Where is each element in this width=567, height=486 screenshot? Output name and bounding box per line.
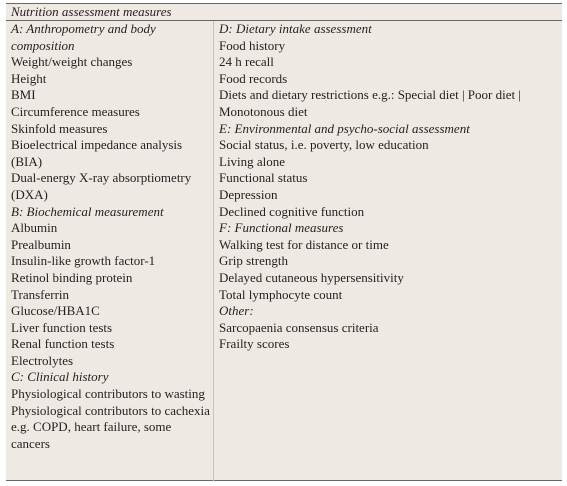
list-item: Transferrin <box>11 286 70 302</box>
list-item: Retinol binding protein <box>11 269 133 285</box>
list-item: Electrolytes <box>11 352 74 368</box>
list-item: Skinfold measures <box>11 120 108 136</box>
list-item: Frailty scores <box>219 336 290 352</box>
table-caption: Nutrition assessment measures <box>6 4 562 21</box>
list-item: Diets and dietary restrictions e.g.: Special diet | Poor diet | Monotonous diet <box>219 87 521 119</box>
section-heading-anthropometry: A: Anthropometry and body composition <box>11 21 156 53</box>
list-item: Walking test for distance or time <box>219 236 389 252</box>
list-item: Sarcopaenia consensus criteria <box>219 319 379 335</box>
list-item: Food history <box>219 37 286 53</box>
list-item: Delayed cutaneous hypersensitivity <box>219 269 404 285</box>
list-item: Renal function tests <box>11 336 115 352</box>
list-item: Functional status <box>219 170 308 186</box>
list-item: Prealbumin <box>11 236 71 252</box>
right-column <box>219 21 559 353</box>
list-item: e.g. COPD, heart failure, some cancers <box>11 419 172 451</box>
list-item: Dual-energy X-ray absorptiometry (DXA) <box>11 170 192 202</box>
list-item: Liver function tests <box>11 319 113 335</box>
section-heading-other: Other: <box>219 303 254 319</box>
list-item: Height <box>11 70 47 86</box>
list-item: Depression <box>219 186 278 202</box>
left-column <box>11 21 211 452</box>
list-item: Physiological contributors to wasting <box>11 386 205 402</box>
list-item: Weight/weight changes <box>11 54 133 70</box>
section-heading-functional: F: Functional measures <box>219 220 344 236</box>
list-item: Insulin-like growth factor-1 <box>11 253 156 269</box>
list-item: BMI <box>11 87 36 103</box>
section-heading-biochemical: B: Biochemical measurement <box>11 203 164 219</box>
list-item: Declined cognitive function <box>219 203 365 219</box>
section-heading-clinical-history: C: Clinical history <box>11 369 109 385</box>
list-item: Bioelectrical impedance analysis (BIA) <box>11 137 183 169</box>
list-item: 24 h recall <box>219 54 274 70</box>
list-item: Social status, i.e. poverty, low education <box>219 137 429 153</box>
list-item: Living alone <box>219 153 286 169</box>
list-item: Food records <box>219 70 288 86</box>
section-heading-dietary-intake: D: Dietary intake assessment <box>219 21 372 36</box>
list-item: Physiological contributors to cachexia <box>11 402 210 418</box>
section-heading-environmental: E: Environmental and psycho-social assessment <box>219 120 470 136</box>
list-item: Albumin <box>11 220 58 236</box>
list-item: Grip strength <box>219 253 288 269</box>
column-divider <box>213 21 214 481</box>
list-item: Circumference measures <box>11 103 140 119</box>
list-item: Glucose/HBA1C <box>11 303 100 319</box>
list-item: Total lymphocyte count <box>219 286 343 302</box>
nutrition-assessment-table <box>6 3 562 481</box>
